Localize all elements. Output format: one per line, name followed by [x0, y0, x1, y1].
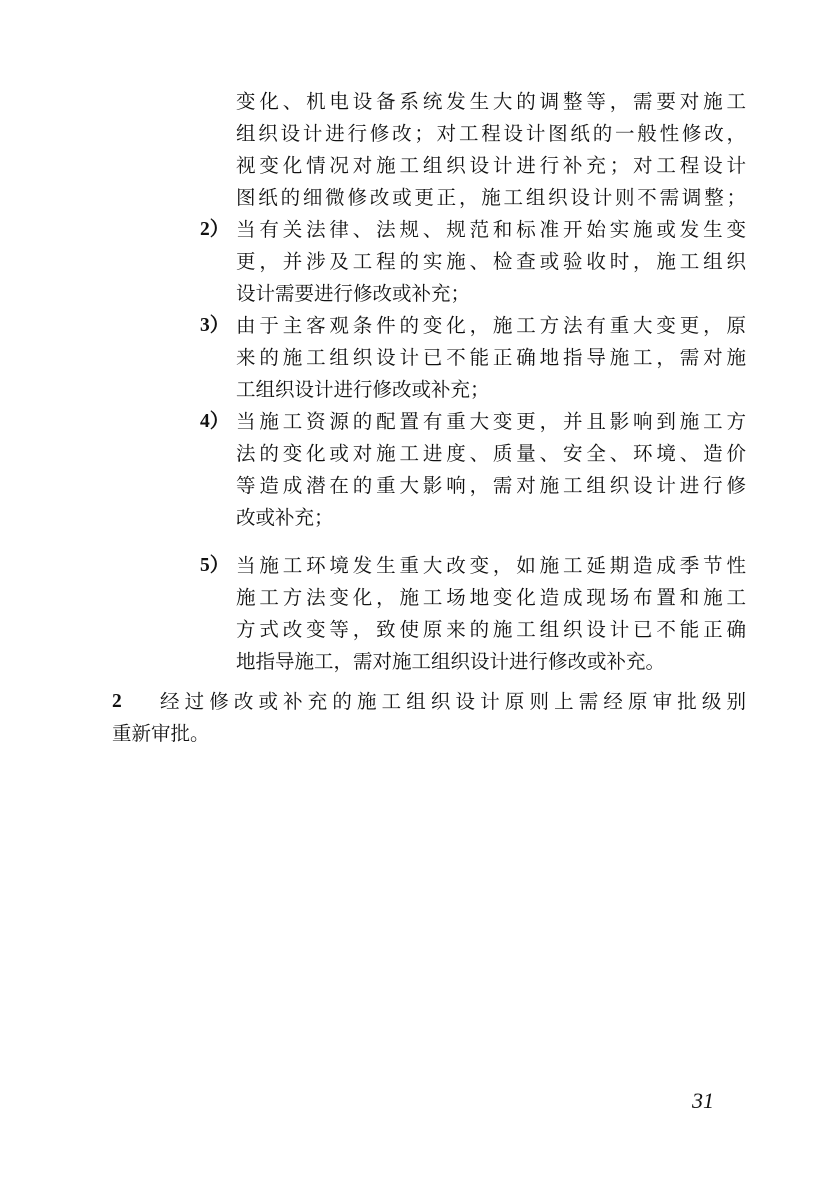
list-item-body — [236, 550, 746, 678]
continued-text-block — [236, 86, 746, 214]
paragraph-first-line — [112, 686, 746, 718]
text-line: 等造成潜在的重大影响，需对施工组织设计进行修 — [236, 474, 746, 497]
list-item-body — [236, 310, 746, 406]
list-item-number: 4） — [200, 411, 230, 432]
text-line: 当施工资源的配置有重大变更，并且影响到施工方 — [236, 410, 746, 433]
paragraph-number: 2 — [112, 691, 122, 712]
text-line: 工组织设计进行修改或补充； — [236, 378, 490, 401]
text-line: 地指导施工，需对施工组织设计进行修改或补充。 — [236, 650, 666, 673]
list-item-body — [236, 406, 746, 534]
text-line: 组织设计进行修改；对工程设计图纸的一般性修改， — [236, 122, 746, 145]
text-line: 来的施工组织设计已不能正确地指导施工，需对施 — [236, 346, 746, 369]
page-number: 31 — [692, 1088, 714, 1113]
text-line: 施工方法变化，施工场地变化造成现场布置和施工 — [236, 586, 746, 609]
paragraph-2 — [112, 686, 746, 750]
text-line: 设计需要进行修改或补充； — [236, 282, 471, 305]
text-line: 方式改变等，致使原来的施工组织设计已不能正确 — [236, 618, 746, 641]
text-line: 图纸的细微修改或更正，施工组织设计则不需调整； — [236, 186, 746, 209]
paragraph-first-line-text: 经过修改或补充的施工组织设计原则上需经原审批级别 — [160, 690, 746, 713]
list-item-number: 2） — [200, 219, 230, 240]
text-line: 当施工环境发生重大改变，如施工延期造成季节性 — [236, 554, 746, 577]
text-line: 视变化情况对施工组织设计进行补充；对工程设计 — [236, 154, 746, 177]
text-line: 更，并涉及工程的实施、检查或验收时，施工组织 — [236, 250, 746, 273]
list-item-body — [236, 214, 746, 310]
list-item-number: 3） — [200, 315, 230, 336]
list-item-number: 5） — [200, 555, 230, 576]
text-line: 改或补充； — [236, 506, 334, 529]
text-line: 法的变化或对施工进度、质量、安全、环境、造价 — [236, 442, 746, 465]
text-line: 当有关法律、法规、规范和标准开始实施或发生变 — [236, 218, 746, 241]
text-line: 由于主客观条件的变化，施工方法有重大变更，原 — [236, 314, 746, 337]
text-line: 变化、机电设备系统发生大的调整等，需要对施工 — [236, 90, 746, 113]
paragraph-second-line: 重新审批。 — [112, 722, 210, 745]
